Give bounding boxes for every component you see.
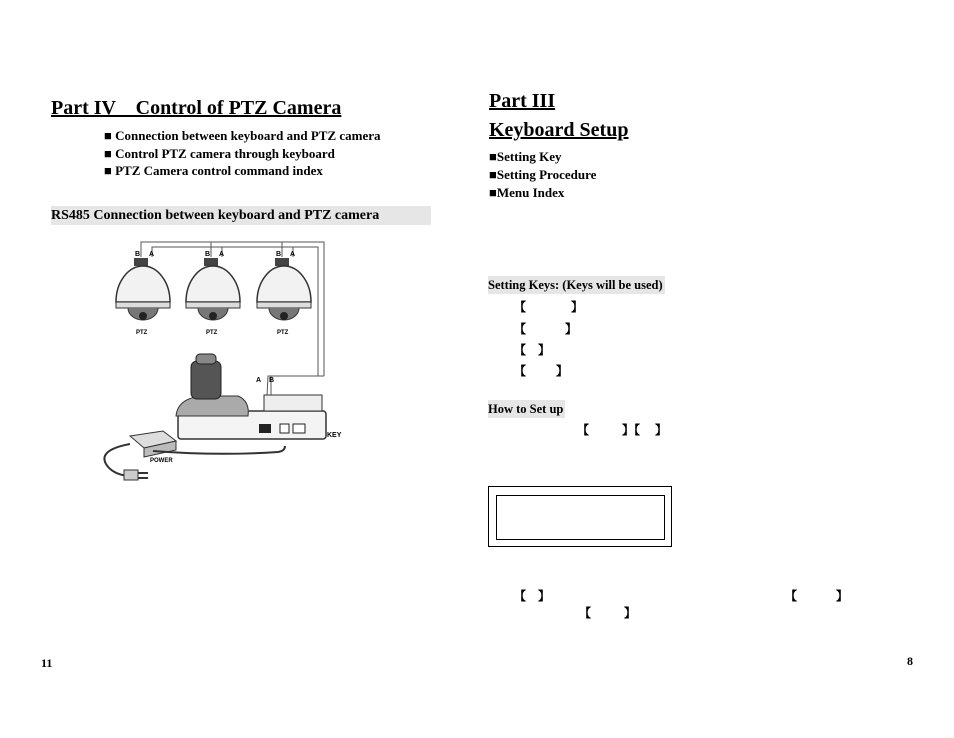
keyboard-terminal-b-label: B	[269, 377, 275, 384]
setting-keys-heading: Setting Keys: (Keys will be used)	[488, 278, 663, 292]
list-item: ■Setting Key	[489, 149, 562, 164]
part-iii-bullet-list	[489, 148, 596, 202]
rs485-section-heading: RS485 Connection between keyboard and PTZ camera	[51, 206, 431, 225]
list-item: ■ PTZ Camera control command index	[104, 163, 323, 178]
keyboard-terminal-a-label: A	[256, 377, 262, 384]
bottom-key-second: 【 】	[579, 606, 637, 620]
setting-key-item: 【 】	[514, 343, 551, 357]
ptz-label: PTZ	[136, 330, 148, 336]
terminal-a-label: A	[149, 251, 155, 258]
how-to-keys: 【 】【 】	[577, 423, 668, 437]
key-label: KEY	[327, 432, 342, 439]
lcd-display-screen	[496, 495, 665, 540]
setting-key-item: 【 】	[514, 364, 569, 378]
ptz-label: PTZ	[206, 330, 218, 336]
ptz-label: PTZ	[277, 330, 289, 336]
part-iv-title: Part IV Control of PTZ Camera	[51, 97, 342, 119]
page-number-right: 8	[907, 654, 913, 668]
page-number-left: 11	[41, 656, 53, 670]
setting-key-item: 【 】	[514, 322, 578, 336]
list-item: ■ Control PTZ camera through keyboard	[104, 145, 335, 161]
list-item: ■Setting Procedure	[489, 167, 597, 182]
setting-key-item: 【 】	[514, 300, 584, 314]
part-iii-label: Part III	[489, 90, 556, 112]
lcd-display-frame	[488, 486, 672, 547]
terminal-b-label: B	[135, 251, 141, 258]
terminal-b-label: B	[276, 251, 282, 258]
keyboard-setup-title: Keyboard Setup	[489, 119, 629, 141]
power-label: POWER	[150, 458, 173, 464]
rs485-connection-diagram	[78, 236, 348, 491]
bottom-key-left: 【 】	[514, 589, 551, 603]
how-to-setup-heading: How to Set up	[488, 402, 564, 416]
terminal-b-label: B	[205, 251, 211, 258]
terminal-a-label: A	[290, 251, 296, 258]
list-item: ■Menu Index	[489, 185, 565, 200]
part-iv-bullet-list	[104, 127, 381, 180]
bottom-key-right: 【 】	[785, 589, 849, 603]
terminal-a-label: A	[219, 251, 225, 258]
list-item: ■ Connection between keyboard and PTZ camera	[104, 128, 381, 143]
